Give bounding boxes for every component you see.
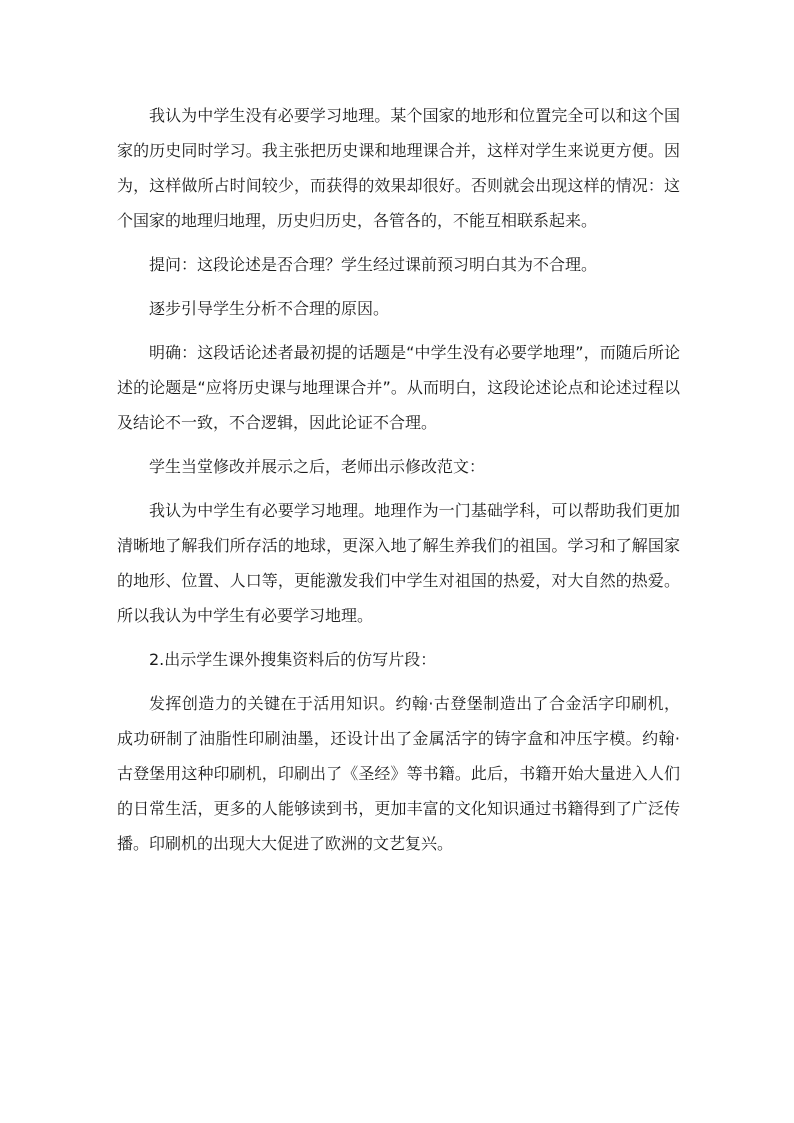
paragraph-original-argument: 我认为中学生没有必要学习地理。某个国家的地形和位置完全可以和这个国家的历史同时学习。我主张把历史课和地理课合并，这样对学生来说更方便。因为，这样做所占时间较少，而获得的效果却很好。否则就会出现这样的情况：这个国家的地理归地理，历史归历史，各管各的，不能互相联系起来。: [117, 106, 680, 230]
paragraph-question: 提问：这段论述是否合理？学生经过课前预习明白其为不合理。: [149, 255, 598, 274]
paragraph-clarify: 明确：这段话论述者最初提的话题是“中学生没有必要学地理”，而随后所论述的论题是“应将历史课与地理课合并”。从而明白，这段论述论点和论述过程以及结论不一致，不合逻辑，因此论证不合理。: [117, 343, 680, 432]
paragraph-revision-intro: 学生当堂修改并展示之后，老师出示修改范文：: [149, 457, 486, 476]
paragraph-model-essay: 我认为中学生有必要学习地理。地理作为一门基础学科，可以帮助我们更加清晰地了解我们所存活的地球，更深入地了解生养我们的祖国。学习和了解国家的地形、位置、人口等，更能激发我们中学生对祖国的热爱，对大自然的热爱。所以我认为中学生有必要学习地理。: [117, 501, 680, 625]
document-body: [117, 98, 680, 861]
paragraph-imitation-writing: 发挥创造力的关键在于活用知识。约翰·古登堡制造出了合金活字印刷机，成功研制了油脂性印刷油墨，还设计出了金属活字的铸字盒和冲压字模。约翰·古登堡用这种印刷机，印刷出了《圣经》等书籍。此后，书籍开始大量进入人们的日常生活，更多的人能够读到书，更加丰富的文化知识通过书籍得到了广泛传播。印刷机的出现大大促进了欧洲的文艺复兴。: [117, 694, 680, 853]
paragraph-section-2-heading: 2.出示学生课外搜集资料后的仿写片段：: [149, 650, 437, 669]
paragraph-guide: 逐步引导学生分析不合理的原因。: [149, 299, 390, 318]
